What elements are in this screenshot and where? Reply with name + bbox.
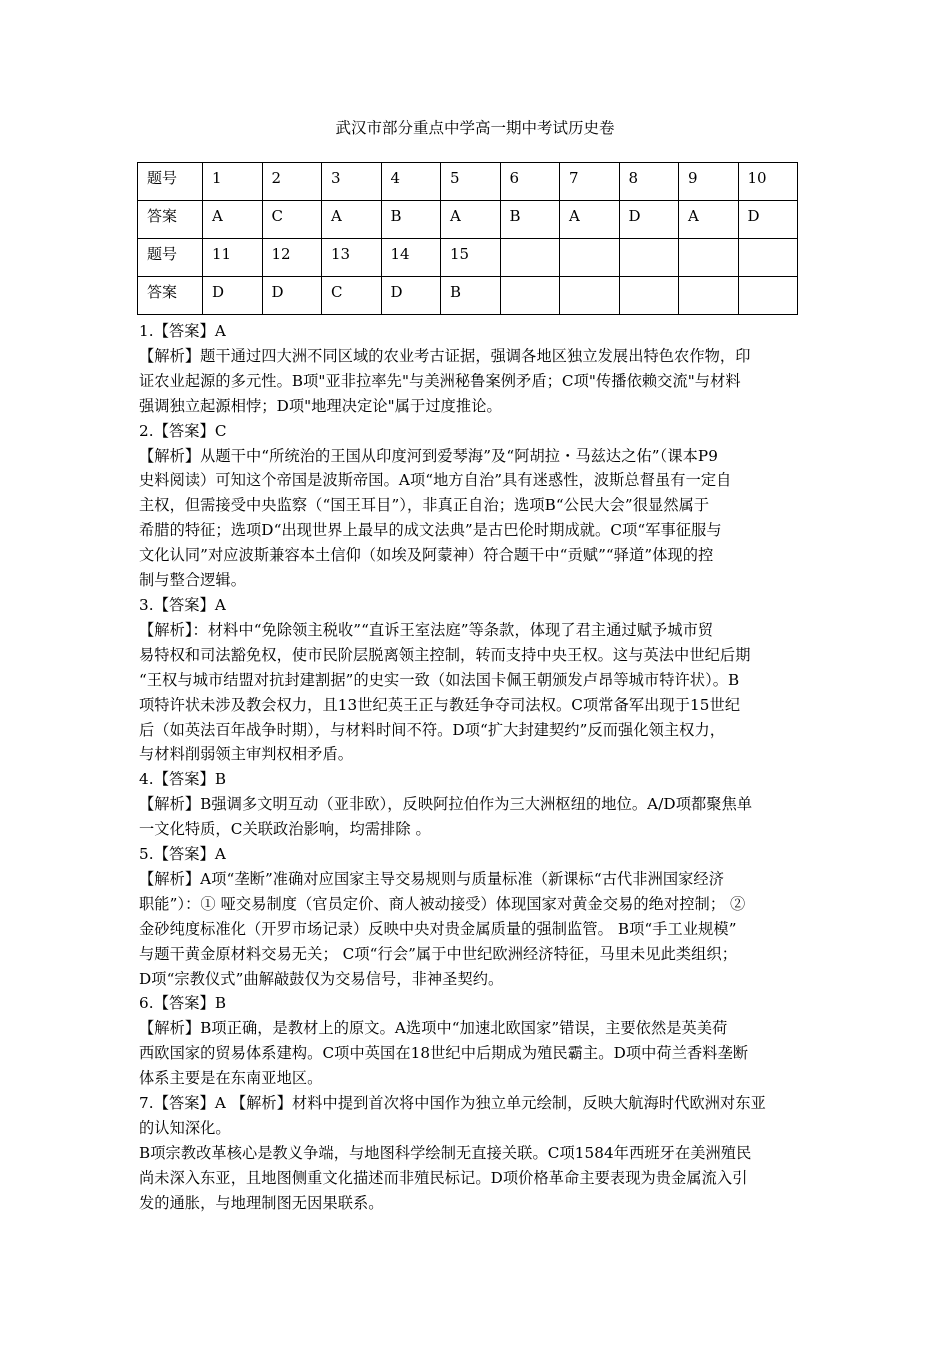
text-line: B项宗教改革核心是教义争端，与地图科学绘制无直接关联。C项1584年西班牙在美洲殖民 (139, 1143, 752, 1162)
table-cell: B (441, 277, 501, 315)
text-line: 6.【答案】B (139, 994, 227, 1013)
text-line: 发的通胀，与地理制图无因果联系。 (139, 1193, 384, 1212)
text-line: D项“宗教仪式”曲解敲鼓仅为交易信号，非神圣契约。 (139, 969, 504, 988)
table-cell: 7 (560, 163, 620, 201)
text-line: 7.【答案】A 【解析】材料中提到首次将中国作为独立单元绘制，反映大航海时代欧洲对东亚 (139, 1094, 766, 1113)
text-line: 文化认同”对应波斯兼容本土信仰（如埃及阿蒙神）符合题干中“贡赋”“驿道”体现的控 (139, 546, 714, 565)
row-header-cell: 答案 (138, 201, 203, 239)
table-cell: A (322, 201, 382, 239)
table-row (138, 201, 798, 239)
row-header-cell: 题号 (138, 239, 203, 277)
page-title: 武汉市部分重点中学高一期中考试历史卷 (335, 119, 615, 137)
table-cell: 14 (381, 239, 441, 277)
text-line: 1.【答案】A (139, 322, 226, 340)
text-line: 2.【答案】C (139, 421, 227, 440)
table-cell (560, 277, 620, 315)
text-line: 制与整合逻辑。 (139, 571, 247, 590)
text-line: 与题干黄金原材料交易无关； C项“行会”属于中世纪欧洲经济特征，马里未见此类组织； (139, 944, 738, 963)
table-row (138, 277, 798, 315)
table-cell: D (381, 277, 441, 315)
text-line: 主权，但需接受中央监察（“国王耳目”），非真正自治；选项B“公民大会”很显然属于 (139, 496, 710, 515)
table-cell (500, 239, 560, 277)
table-cell: 9 (679, 163, 739, 201)
table-cell (619, 239, 679, 277)
table-cell: B (381, 201, 441, 239)
explanations (139, 319, 819, 1216)
table-cell: 1 (203, 163, 263, 201)
table-cell (738, 239, 798, 277)
table-row (138, 239, 798, 277)
text-line: 【解析】题干通过四大洲不同区域的农业考古证据，强调各地区独立发展出特色农作物，印 (139, 346, 751, 365)
table-cell: A (203, 201, 263, 239)
text-line: 3.【答案】A (139, 595, 226, 614)
table-cell: 3 (322, 163, 382, 201)
table-cell (560, 239, 620, 277)
table-cell: 8 (619, 163, 679, 201)
table-cell: A (441, 201, 501, 239)
table-cell: A (560, 201, 620, 239)
text-line: 体系主要是在东南亚地区。 (139, 1069, 323, 1088)
text-line: “王权与城市结盟对抗封建割据”的史实一致（如法国卡佩王朝颁发卢昂等城市特许状）。B (139, 670, 740, 689)
table-cell: 11 (203, 239, 263, 277)
answer-table (137, 162, 798, 315)
row-header-cell: 答案 (138, 277, 203, 315)
table-cell: 12 (262, 239, 322, 277)
table-cell: B (500, 201, 560, 239)
table-cell: 2 (262, 163, 322, 201)
table-cell (500, 277, 560, 315)
text-line: 【解析】B强调多文明互动（亚非欧），反映阿拉伯作为三大洲枢纽的地位。A/D项都聚焦单 (139, 795, 753, 814)
text-line: 【解析】A项“垄断”准确对应国家主导交易规则与质量标准（新课标“古代非洲国家经济 (139, 869, 725, 888)
text-line: 【解析】B项正确，是教材上的原文。A选项中“加速北欧国家”错误，主要依然是英美荷 (139, 1019, 728, 1038)
table-cell: D (738, 201, 798, 239)
text-line: 尚未深入东亚，且地图侧重文化描述而非殖民标记。D项价格革命主要表现为贵金属流入引 (139, 1168, 748, 1187)
text-line: 史料阅读）可知这个帝国是波斯帝国。A项“地方自治”具有迷惑性，波斯总督虽有一定自 (139, 471, 732, 490)
text-line: 希腊的特征；选项D“出现世界上最早的成文法典”是古巴伦时期成就。C项“军事征服与 (139, 521, 722, 540)
table-cell: 10 (738, 163, 798, 201)
text-line: 证农业起源的多元性。B项"亚非拉率先"与美洲秘鲁案例矛盾；C项"传播依赖交流"与材料 (139, 371, 741, 390)
table-cell (679, 277, 739, 315)
table-cell: 15 (441, 239, 501, 277)
table-cell: 13 (322, 239, 382, 277)
table-row (138, 163, 798, 201)
table-cell: C (322, 277, 382, 315)
table-cell: C (262, 201, 322, 239)
text-line: 职能”）：① 哑交易制度（官员定价、商人被动接受）体现国家对黄金交易的绝对控制； ② (139, 894, 746, 913)
text-line: 与材料削弱领主审判权相矛盾。 (139, 745, 354, 764)
text-line: 的认知深化。 (139, 1119, 231, 1137)
text-line: 【解析】从题干中“所统治的王国从印度河到爱琴海”及“阿胡拉・马兹达之佑”（课本P9 (139, 446, 719, 465)
table-cell (619, 277, 679, 315)
table-cell: 4 (381, 163, 441, 201)
text-line: 一文化特质，C关联政治影响，均需排除 。 (139, 820, 431, 839)
text-line: 强调独立起源相悖；D项"地理决定论"属于过度推论。 (139, 396, 502, 415)
text-line: 后（如英法百年战争时期），与材料时间不符。D项“扩大封建契约”反而强化领主权力， (139, 720, 726, 739)
table-cell: D (619, 201, 679, 239)
text-line: 【解析】：材料中“免除领主税收”“直诉王室法庭”等条款，体现了君主通过赋予城市贸 (139, 620, 714, 639)
table-cell: D (262, 277, 322, 315)
table-cell (679, 239, 739, 277)
text-line: 易特权和司法豁免权，使市民阶层脱离领主控制，转而支持中央王权。这与英法中世纪后期 (139, 645, 751, 664)
table-cell: 6 (500, 163, 560, 201)
text-line: 项特许状未涉及教会权力，且13世纪英王正与教廷争夺司法权。C项常备军出现于15世纪 (139, 695, 741, 714)
table-cell: 5 (441, 163, 501, 201)
table-cell: A (679, 201, 739, 239)
text-line: 西欧国家的贸易体系建构。C项中英国在18世纪中后期成为殖民霸主。D项中荷兰香料垄断 (139, 1044, 749, 1063)
text-line: 金砂纯度标准化（开罗市场记录）反映中央对贵金属质量的强制监管。 B项“手工业规模” (139, 919, 737, 938)
row-header-cell: 题号 (138, 163, 203, 201)
table-cell (738, 277, 798, 315)
text-line: 4.【答案】B (139, 770, 227, 789)
text-line: 5.【答案】A (139, 845, 226, 864)
table-cell: D (203, 277, 263, 315)
